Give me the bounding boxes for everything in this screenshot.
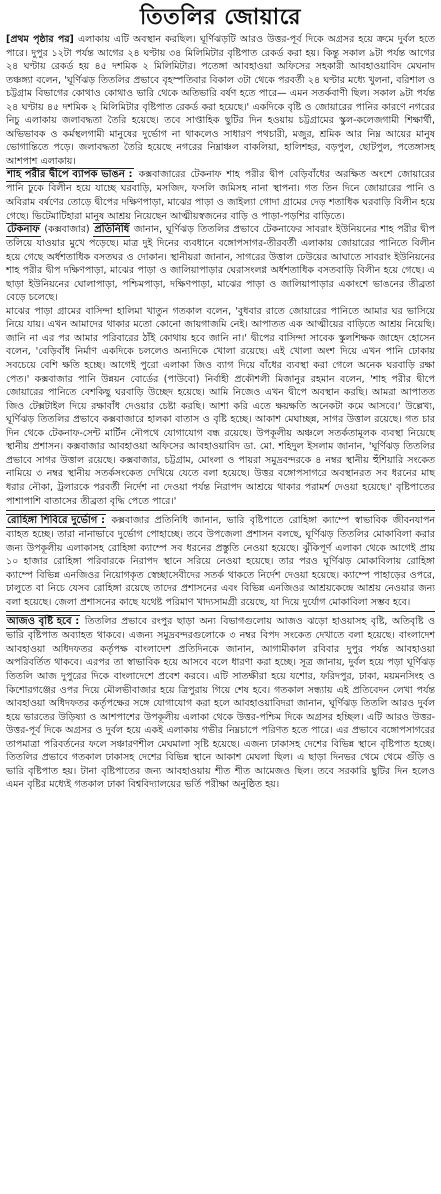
section-intro-text: এলাকায় এটি অবস্থান করছিল। ঘূর্ণিঝড়টি আরও উত্তর-পূর্ব দিকে অগ্রসর হয়ে ক্রমে দুর্বল হতে পারে। দুপুর ১২টা পর্যন্ত আগের ২৪ ঘণ্টায় ৩৪ মিলিমিটার বৃষ্টিপাত রেকর্ড করা হয়। কিন্তু সকাল ৯টা পর্যন্ত আগের ২৪ ঘণ্টায় রেকর্ড হয় ৪৫ দশমিক ২ মিলিমিটার। পতেঙ্গা আবহাওয়া অফিসের সহকারী আবহাওয়াবিদ মেঘনাদ তঞ্চঙ্গ্যা বলেন, 'ঘূর্ণিঝড় তিতলির প্রভাবে বৃহস্পতিবার বিকাল ৩টা থেকে পরবর্তী ২৪ ঘণ্টার মধ্যে খুলনা, বরিশাল ও চট্টগ্রাম বিভাগের কোথাও কোথাও ভারি থেকে অতিভারি বর্ষণ হতে পারে— এমন সতর্কবাণী ছিল। সকাল ৯টা পর্যন্ত ২৪ ঘণ্টায় ৪৫ দশমিক ২ মিলিমিটার বৃষ্টিপাত রেকর্ড করা হয়েছে।' একদিকে বৃষ্টি ও জোয়ারের পানির কারণে নগরের নিচু এলাকায় জলাবদ্ধতা তৈরি হয়েছে। তবে সাপ্তাহিক ছুটির দিন হওয়ায় চট্টগ্রামের স্কুল-কলেজগামী শিক্ষার্থী, অভিভাবক ও কর্মস্থলগামী মানুষের দুর্ভোগ না থাকলেও সাধারণ পথচারী, মজুর, শ্রমিক আর নিম্ন আয়ের মানুষ ভোগান্তিতে পড়ে। জলাবদ্ধতা তৈরি হয়েছে নগরের নিম্নাঞ্চল বাকলিয়া, হালিশহর, বড়পুল, ছোটপুল, পতেঙ্গাসহ আশপাশ এলাকায়।: [6, 34, 435, 167]
section-shah-porir-dwip-text: কক্সবাজারের টেকনাফ শাহ পরীর দ্বীপ বেড়িবাঁধের অরক্ষিত অংশে জোয়ারের পানি ঢুকে বিলীন হয়ে যাচ্ছে ঘরবাড়ি, মসজিদ, ফসলি জমিসহ নানা স্থাপনা। গত তিন দিনে জোয়ারের পানি ও অবিরাম বর্ষণের তোড়ে দ্বীপের দক্ষিণপাড়া, মাঝের পাড়া ও জাইল্যা গোদা গ্রামের দেড় শতাধিক ঘরবাড়ি বিলীন হয়ে গেছে। ভিটেমাটিহারা মানুষ আশ্রয় নিয়েছেন আত্মীয়স্বজনের বাড়ি ও পাড়া-পড়শির বাড়িতে।: [6, 169, 435, 222]
headline: তিতলির জোয়ারে: [139, 4, 302, 30]
continuation-marker: [প্রথম পৃষ্ঠার পর]: [6, 34, 74, 45]
section-quotes: [6, 305, 435, 508]
subhead-teknaf: টেকনাফ: [7, 224, 40, 236]
section-divider: [6, 611, 435, 612]
section-intro: [6, 33, 435, 168]
section-teknaf-text: জানান, ঘূর্ণিঝড় তিতলির প্রভাবে টেকনাফের সাবরাং ইউনিয়নের শাহ পরীর দ্বীপ তলিয়ে যাওয়ার মুখে পড়েছে। মাত্র দুই দিনের ব্যবধানে বঙ্গোপসাগর-তীরবর্তী এলাকায় জোয়ারের পানিতে বিলীন হয়ে গেছে অর্ধশতাধিক বসতঘর ও দোকান। স্থানীয়রা জানান, সাগরের উত্তাল ঢেউয়ের আঘাতে সাবরাং ইউনিয়নের শাহ পরীর দ্বীপ দক্ষিণপাড়া, মাঝের পাড়া ও জালিয়াপাড়ার ঘেরাসংলগ্ন অর্ধশতাধিক বসতবাড়ি বিলীন হয়ে গেছে। এ ছাড়া ইউনিয়নের ঘোলাপাড়া, পশ্চিমপাড়া, দক্ষিণপাড়া, মাঝের পাড়া ও জালিয়াপাড়ার একাংশে ভাঙনের তীব্রতা বেড়ে চলেছে।: [6, 224, 435, 304]
subhead-rain-today: আজও বৃষ্টি হবে :: [7, 616, 80, 628]
subhead-rohingya: রোহিঙ্গা শিবিরে দুর্ভোগ :: [7, 515, 106, 527]
subhead-correspondent: প্রতিনিধি: [94, 224, 130, 236]
teknaf-location: (কক্সবাজার): [40, 224, 94, 236]
section-divider: [6, 510, 435, 511]
subhead-shah-porir-dwip: শাহ পরীর দ্বীপে ব্যাপক ভাঙন :: [7, 169, 133, 181]
section-rohingya-text: কক্সবাজার প্রতিনিধি জানান, ভারি বৃষ্টিপাতে রোহিঙ্গা ক্যাম্পে স্বাভাবিক জীবনযাপন ব্যাহত হচ্ছে। তারা নানাভাবে দুর্ভোগ পোহাচ্ছে। তবে উপজেলা প্রশাসন বলছে, ঘূর্ণিঝড় তিতলির মোকাবিলা করার জন্য উপকূলীয় এলাকাসহ রোহিঙ্গা ক্যাম্পে সব ধরনের প্রস্তুতি নেওয়া হয়েছে। ঝুঁকিপূর্ণ এলাকা থেকে আগেই প্রায় ১০ হাজার রোহিঙ্গা পরিবারকে নিরাপদ স্থানে সরিয়ে নেওয়া হয়েছে। তার পরও ঘূর্ণিঝড় মোকাবিলায় রোহিঙ্গা ক্যাম্পে বিভিন্ন এনজিওর নিয়োগকৃত স্বেচ্ছাসেবীদের সতর্ক থাকতে নির্দেশ দেওয়া হয়েছে। ক্যাম্পে পাহাড়ের ওপরে, ঢালুতে বা নিচে যেসব রোহিঙ্গা রয়েছে তাদের প্রশাসনের এবং বিভিন্ন এনজিওর আশ্রয়কেন্দ্রে আশ্রয় নেওয়ার জন্য বলা হয়েছে। জেলা প্রশাসনের কাছে যথেষ্ট পরিমাণ খাদ্যসামগ্রী রয়েছে, যা দিয়ে দুর্যোগ মোকাবিলা সম্ভব হবে।: [6, 515, 435, 608]
section-rohingya: [6, 514, 435, 609]
section-shah-porir-dwip: [6, 168, 435, 223]
section-rain-today: [6, 615, 435, 792]
section-quotes-text: মাঝের পাড়া গ্রামের বাসিন্দা হালিমা খাতুন গতকাল বলেন, 'বুধবার রাতে জোয়ারের পানিতে আমার ঘর ভাসিয়ে নিয়ে যায়। এখন আমাদের থাকার মতো কোনো জায়গাজমি নেই। আপাতত এক আত্মীয়ের বাড়িতে আশ্রয় নিয়েছি। জানি না এর পর আমার পরিবারের ঠাঁই কোথায় হবে জানি না।' দ্বীপের বাসিন্দা সাবেক স্কুলশিক্ষক জাহেদ হোসেন বলেন, 'বেড়িবাঁধ নির্মাণ একদিকে চললেও অন্যদিকে খোলা রয়েছে। এই খোলা অংশ দিয়ে এখন পানি ঢোকায় সবচেয়ে বেশি ক্ষতি হচ্ছে। আগেই পুরো এলাকা জিও ব্যাগ দিয়ে বাঁধের ব্যবস্থা করা গেলে অনেক ঘরবাড়ি রক্ষা পেত।' কক্সবাজার পানি উন্নয়ন বোর্ডের (পাউবো) নির্বাহী প্রকৌশলী মিজানুর রহমান বলেন, 'শাহ পরীর দ্বীপে জোয়ারের পানিতে বেশকিছু ঘরবাড়ি উচ্ছেদ হয়েছে। আমি নিজেও এখন দ্বীপে অবস্থান করছি। আমরা আপাতত জিও টেক্সটাইল দিয়ে রক্ষাবাঁধ দেওয়ার চেষ্টা করছি। আশা করি এতে ক্ষয়ক্ষতি অনেকটা কমে আসবে।' উল্লেখ্য, ঘূর্ণিঝড় তিতলির প্রভাবে কক্সবাজারে হালকা বাতাস ও বৃষ্টি হচ্ছে। আকাশ মেঘাচ্ছন্ন, সাগর উত্তাল রয়েছে। গত চার দিন থেকে টেকনাফ-সেন্ট মার্টিন নৌপথে যোগাযোগ বন্ধ রয়েছে। উপকূলীয় অঞ্চলে সতর্কতামূলক ব্যবস্থা নিয়েছে স্থানীয় প্রশাসন। কক্সবাজার আবহাওয়া অফিসের আবহাওয়াবিদ ডা. মো. শহিদুল ইসলাম জানান, 'ঘূর্ণিঝড় তিতলির প্রভাবে সাগর উত্তাল রয়েছে। কক্সবাজার, চট্টগ্রাম, মোংলা ও পায়রা সমুদ্রবন্দরকে ৪ নম্বর স্থানীয় হুঁশিয়ারি সংকেত নামিয়ে ৩ নম্বর স্থানীয় সতর্কসংকেত দেখিয়ে যেতে বলা হয়েছে। উত্তর বঙ্গোপসাগরে অবস্থানরত সব ধরনের মাছ ধরার নৌকা, ট্রলারকে পরবর্তী নির্দেশ না দেওয়া পর্যন্ত নিরাপদ আশ্রয়ে থাকার পরামর্শ দেওয়া হয়েছে।' বৃষ্টিপাতের পাশাপাশি বাতাসের তীব্রতা বৃদ্ধি পেতে পারে।': [6, 305, 436, 507]
section-rain-today-text: তিতলির প্রভাবে রংপুর ছাড়া অন্য বিভাগগুলোয় আজও ঝড়ো হাওয়াসহ বৃষ্টি, অতিবৃষ্টি ও ভারি বৃষ্টিপাত অব্যাহত থাকবে। এজন্য সমুদ্রবন্দরগুলোকে ৩ নম্বর বিপদ সংকেত দেখাতে বলা হয়েছে। বাংলাদেশ আবহাওয়া অধিদফতর কর্তৃপক্ষ বাংলাদেশ প্রতিদিনকে জানান, আগামীকাল রবিবার দুপুর পর্যন্ত আবহাওয়া অপরিবর্তিত থাকবে। এরপর তা স্বাভাবিক হয়ে আসবে বলে ধারণা করা হচ্ছে। সূত্র জানায়, দুর্বল হয়ে পড়া ঘূর্ণিঝড় তিতলি আজ দুপুরের দিকে বাংলাদেশে প্রবেশ করবে। এটি সাতক্ষীরা হয়ে যশোর, ফরিদপুর, ঢাকা, ময়মনসিংহ ও কিশোরগঞ্জের ওপর দিয়ে মৌলভীবাজার হয়ে ত্রিপুরায় গিয়ে শেষ হবে। গতকাল সন্ধ্যায় এই প্রতিবেদন লেখা পর্যন্ত আবহাওয়া অধিদফতর কর্তৃপক্ষের সঙ্গে যোগাযোগ করা হলে আবহাওয়াবিদরা জানান, ঘূর্ণিঝড় তিতলি আরও দুর্বল হয়ে ভারতের উড়িষ্যা ও আশপাশের উপকূলীয় এলাকা থেকে উত্তর-পশ্চিম দিকে অগ্রসর হচ্ছিল। এটি আরও উত্তর-উত্তর-পূর্ব দিকে অগ্রসর ও দুর্বল হয়ে একই এলাকায় গভীর নিম্নচাপে পরিণত হতে পারে। এর প্রভাবে বঙ্গোপসাগরের তাপমাত্রা পরিবর্তনের ফলে সঞ্চারণশীল মেঘমালা সৃষ্টি হয়েছে। এজন্য ঢাকাসহ দেশের বিভিন্ন স্থানে বৃষ্টিপাত হচ্ছে। তিতলির প্রভাবে গতকাল ঢাকাসহ দেশের বিভিন্ন স্থানে আকাশ মেঘলা ছিল। এ ছাড়া দিনভর থেমে থেমে গুঁড়ি ও ভারি বৃষ্টিপাত হয়। টানা বৃষ্টিপাতের জন্য আবহাওয়ায় শীত শীত আমেজও ছিল। তবে সরকারি ছুটির দিন হলেও এমন বৃষ্টির মধ্যেই গতকাল ঢাকা বিশ্ববিদ্যালয়ের ভর্তি পরীক্ষা অনুষ্ঠিত হয়।: [6, 616, 435, 791]
section-teknaf: [6, 223, 435, 305]
